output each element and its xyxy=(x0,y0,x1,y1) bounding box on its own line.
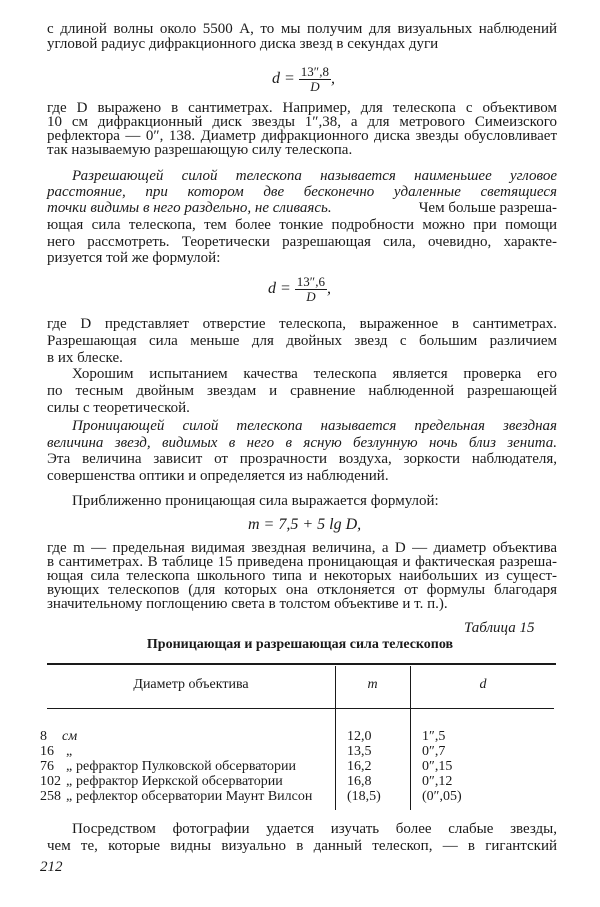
cell-m: 13,5 xyxy=(347,744,372,759)
cell-size: 258 xyxy=(40,789,61,804)
formula-denominator: D xyxy=(310,79,320,94)
text-line: где D выражено в сантиметрах. Например, для телескопа с объективом xyxy=(47,100,557,116)
cell-desc: рефрактор Пулковской обсерватории xyxy=(76,759,297,774)
header-d: d xyxy=(479,677,487,692)
text-line: Разрешающая сила меньше для двойных звезд с большим различием xyxy=(47,333,557,349)
table-title: Проницающая и разрешающая сила телескопов xyxy=(146,637,454,652)
cell-m: 12,0 xyxy=(347,729,372,744)
italic-line: величина звезд, видимых в него в ясную безлунную ночь близ зенита. xyxy=(47,435,557,451)
cell-unit: „ xyxy=(66,744,73,759)
italic-line: Разрешающей силой телескопа называется наименьшее угловое xyxy=(72,168,557,184)
cell-size: 102 xyxy=(40,774,61,789)
text-line: Приближенно проницающая сила выражается формулой: xyxy=(72,493,439,509)
formula-limiting-magnitude: m = 7,5 + 5 lg D, xyxy=(248,516,362,533)
text-line: в их блеске. xyxy=(47,350,123,366)
formula-lhs: d = xyxy=(272,70,295,88)
cell-m: 16,8 xyxy=(347,774,372,789)
formula-denominator: D xyxy=(306,289,316,304)
text-line: так называемую разрешающую силу телескопа. xyxy=(47,142,353,158)
cell-desc: рефрактор Иеркской обсерватории xyxy=(76,774,283,789)
page-number: 212 xyxy=(40,859,63,875)
text-line: 10 см дифракционный диск звезды 1″,38, а для метрового Симеизского xyxy=(47,114,557,130)
formula-resolving-power xyxy=(268,275,331,304)
header-m: m xyxy=(367,677,378,692)
text-line: Хорошим испытанием качества телескопа является проверка его xyxy=(72,366,557,382)
text-line: чем те, которые видны визуально в данный телескоп, — в гигантский xyxy=(47,838,557,854)
formula-comma: , xyxy=(330,70,335,88)
cell-unit: „ xyxy=(66,759,73,774)
cell-d: 0″,12 xyxy=(422,774,453,789)
cell-desc: рефлектор обсерватории Маунт Вилсон xyxy=(76,789,313,804)
text-fragment: Чем больше разреша- xyxy=(418,200,557,216)
text-line: где D представляет отверстие телескопа, выраженное в сантиметрах. xyxy=(47,316,557,332)
text-line: угловой радиус дифракционного диска звезд в секундах дуги xyxy=(47,36,439,52)
text-line: ющая сила телескопа, тем более тонкие подробности можно при помощи xyxy=(47,217,557,233)
text-line: рефлектора — 0″, 138. Диаметр дифракционного диска звезды обусловливает xyxy=(47,128,557,144)
cell-unit: „ xyxy=(66,774,73,789)
text-line: вующих телескопов (для которых она отклоняется от формулы благодаря xyxy=(47,582,557,598)
cell-unit: см xyxy=(62,729,78,744)
text-line: в сантиметрах. В таблице 15 приведена проницающая и фактическая разреша- xyxy=(47,554,557,570)
cell-d: (0″,05) xyxy=(422,789,462,804)
italic-line: Проницающей силой телескопа называется предельная звездная xyxy=(72,418,557,434)
header-diameter: Диаметр объектива xyxy=(133,677,249,692)
cell-unit: „ xyxy=(66,789,73,804)
cell-size: 8 xyxy=(40,729,47,744)
cell-size: 16 xyxy=(40,744,54,759)
formula-comma: , xyxy=(326,280,331,298)
text-line: где m — предельная видимая звездная величина, а D — диаметр объектива xyxy=(47,540,557,556)
italic-fragment: точки видимы в него раздельно, не сливаясь. xyxy=(47,200,332,216)
text-line: с длиной волны около 5500 А, то мы получим для визуальных наблюдений xyxy=(47,21,557,37)
cell-m: (18,5) xyxy=(347,789,381,804)
table-label: Таблица 15 xyxy=(464,620,535,636)
text-line: силы с теоретической. xyxy=(47,400,190,416)
cell-d: 0″,15 xyxy=(422,759,453,774)
formula-diffraction xyxy=(272,65,335,94)
text-line: Посредством фотографии удается изучать более слабые звезды, xyxy=(72,821,557,837)
formula-numerator: 13″,6 xyxy=(296,274,325,289)
table-top-rule xyxy=(47,663,556,665)
text-line: Эта величина зависит от прозрачности воздуха, зоркости наблюдателя, xyxy=(47,451,557,467)
italic-line: расстояние, при котором две бесконечно удаленные светящиеся xyxy=(47,184,557,200)
formula-lhs: d = xyxy=(268,280,291,298)
mixed-line xyxy=(47,201,557,215)
cell-size: 76 xyxy=(40,759,54,774)
cell-d: 0″,7 xyxy=(422,744,446,759)
text-line: него рассмотреть. Теоретически разрешающая сила, очевидно, характе- xyxy=(47,234,557,250)
text-line: совершенства оптики и определяется из наблюдений. xyxy=(47,468,389,484)
table-header-rule xyxy=(47,708,554,709)
text-line: значительному поглощению света в толстом объективе и т. п.). xyxy=(47,596,448,612)
cell-m: 16,2 xyxy=(347,759,372,774)
text-line: ризуется той же формулой: xyxy=(47,250,221,266)
text-line: ющая сила телескопа школьного типа и некоторых наибольших из сущест- xyxy=(47,568,557,584)
cell-d: 1″,5 xyxy=(422,729,446,744)
text-line: по тесным двойным звездам и сравнение наблюденной разрешающей xyxy=(47,383,557,399)
formula-numerator: 13″,8 xyxy=(300,64,329,79)
